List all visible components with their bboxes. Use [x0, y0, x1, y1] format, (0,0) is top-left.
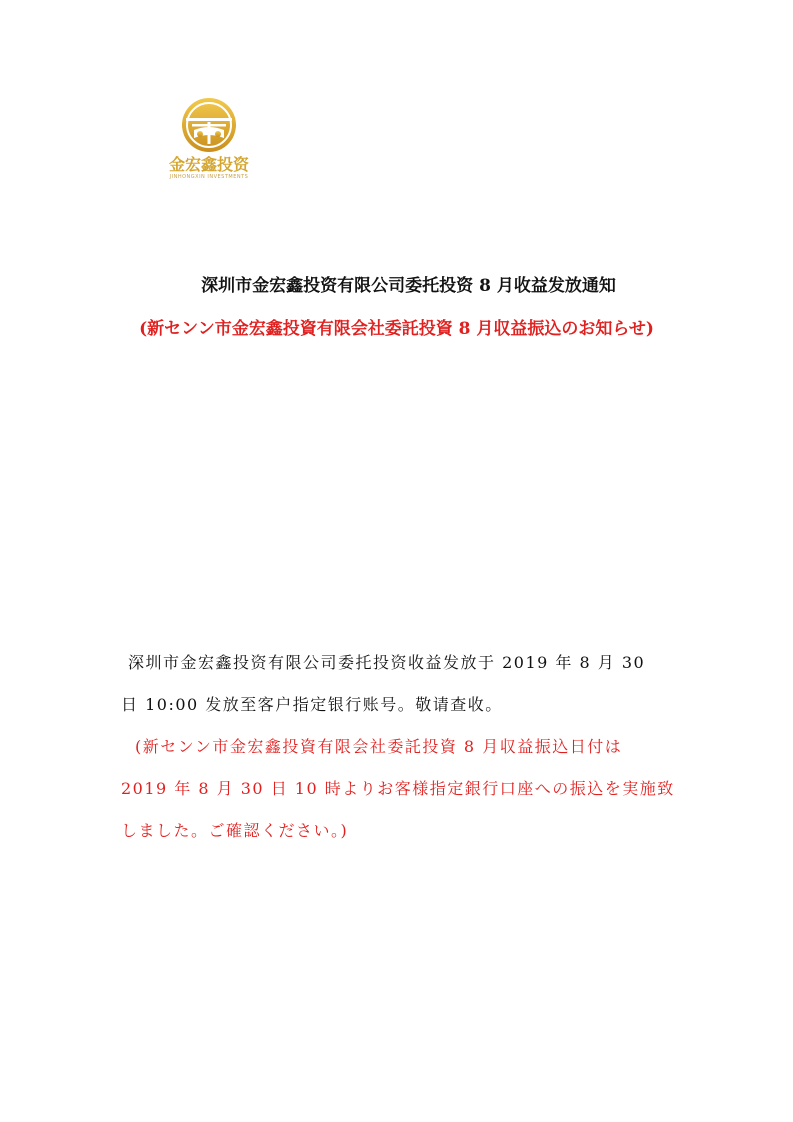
notice-title-chinese: 深圳市金宏鑫投资有限公司委托投资 8 月收益发放通知 — [201, 276, 616, 296]
body-chinese-line-2: 日 10:00 发放至客户指定银行账号。敬请查收。 — [121, 695, 503, 714]
body-japanese-line-1: (新センン市金宏鑫投資有限会社委託投資 8 月収益振込日付は — [135, 737, 623, 756]
coin-emblem-icon — [164, 94, 254, 156]
body-japanese-line-2: 2019 年 8 月 30 日 10 時よりお客様指定銀行口座への振込を実施致 — [121, 779, 675, 798]
logo-subtitle: JINHONGXIN INVESTMENTS — [169, 174, 249, 180]
body-japanese-line-3: しました。ご確認ください。) — [121, 821, 349, 840]
notice-title-japanese: (新センン市金宏鑫投資有限会社委託投資 8 月収益振込のお知らせ) — [139, 319, 654, 339]
company-logo — [164, 94, 254, 182]
body-chinese-line-1: 深圳市金宏鑫投资有限公司委托投资收益发放于 2019 年 8 月 30 — [128, 653, 646, 672]
logo-wordmark: 金宏鑫投资 — [168, 155, 249, 174]
